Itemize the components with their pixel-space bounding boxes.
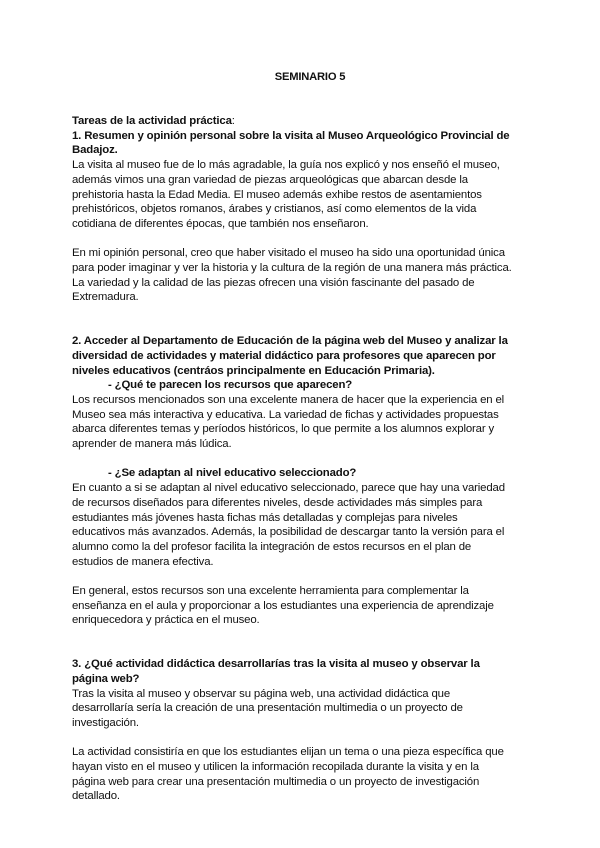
question-2-subquestion-1: - ¿Qué te parecen los recursos que aparecen? (108, 379, 353, 392)
question-2-paragraph-1: Los recursos mencionados son una excelente manera de hacer que la experiencia en el Museo sea más interactiva y educativa. La variedad de fichas y actividades propuestas abarca diferentes temas y períodos históricos, lo que permite a los alumnos explorar y aprender de manera más lúdica. (72, 393, 505, 451)
question-2-paragraph-2: En cuanto a si se adaptan al nivel educativo seleccionado, parece que hay una variedad de recursos diseñados para diferentes niveles, desde actividades más simples para estudiantes más jóvenes hasta fichas más detalladas y complejas para niveles educativos más avanzados. Además, la posibilidad de descargar tanto la versión para el alumno como la del profesor facilita la integración de estos recursos en el plan de estudios de manera efectiva. (72, 482, 505, 568)
document-title: SEMINARIO 5 (274, 71, 346, 83)
question-2-paragraph-3: En general, estos recursos son una excelente herramienta para complementar la enseñanza en el aula y proporcionar a los estudiantes una experiencia de aprendizaje enriquecedora y práctica en el museo. (72, 585, 494, 627)
spacer (72, 628, 512, 657)
document-body (72, 114, 512, 804)
tasks-heading-colon: : (231, 115, 235, 127)
question-3-heading: 3. ¿Qué actividad didáctica desarrollarías tras la visita al museo y observar la página web? (72, 658, 480, 685)
question-2-heading: 2. Acceder al Departamento de Educación de la página web del Museo y analizar la diversidad de actividades y material didáctico para profesores que aparecen por niveles educativos (centráos principalmente en Educación Primaria). (72, 335, 508, 377)
spacer (72, 232, 512, 247)
question-3-paragraph-1: Tras la visita al museo y observar su página web, una actividad didáctica que desarrollaría sería la creación de una presentación multimedia o un proyecto de investigación. (72, 687, 463, 729)
spacer (72, 452, 512, 467)
tasks-heading-text: Tareas de la actividad práctica (72, 115, 232, 127)
spacer (72, 569, 512, 584)
spacer (72, 731, 512, 746)
spacer (72, 305, 512, 334)
question-1-paragraph-2: En mi opinión personal, creo que haber visitado el museo ha sido una oportunidad única para poder imaginar y ver la historia y la cultura de la región de una manera más práctica. La variedad y la calidad de las piezas ofrecen una visión fascinante del pasado de Extremadura. (72, 247, 512, 304)
question-1-heading: 1. Resumen y opinión personal sobre la visita al Museo Arqueológico Provincial de Badajoz. (72, 129, 510, 157)
question-2-subquestion-2: - ¿Se adaptan al nivel educativo seleccionado? (108, 467, 357, 480)
tasks-heading (72, 114, 512, 129)
question-1-paragraph-1: La visita al museo fue de lo más agradable, la guía nos explicó y nos enseñó el museo, además vimos una gran variedad de piezas arqueológicas que abarcan desde la prehistoria hasta la Edad Media. El museo además exhibe restos de asentamientos prehistóricos, objetos romanos, árabes y cristianos, así como elementos de la vida cotidiana de diferentes épocas, que también nos enseñaron. (72, 159, 500, 230)
question-3-paragraph-2: La actividad consistiría en que los estudiantes elijan un tema o una pieza específica que hayan visto en el museo y utilicen la información recopilada durante la visita y en la página web para crear una presentación multimedia o un proyecto de investigación detallado. (72, 746, 504, 803)
